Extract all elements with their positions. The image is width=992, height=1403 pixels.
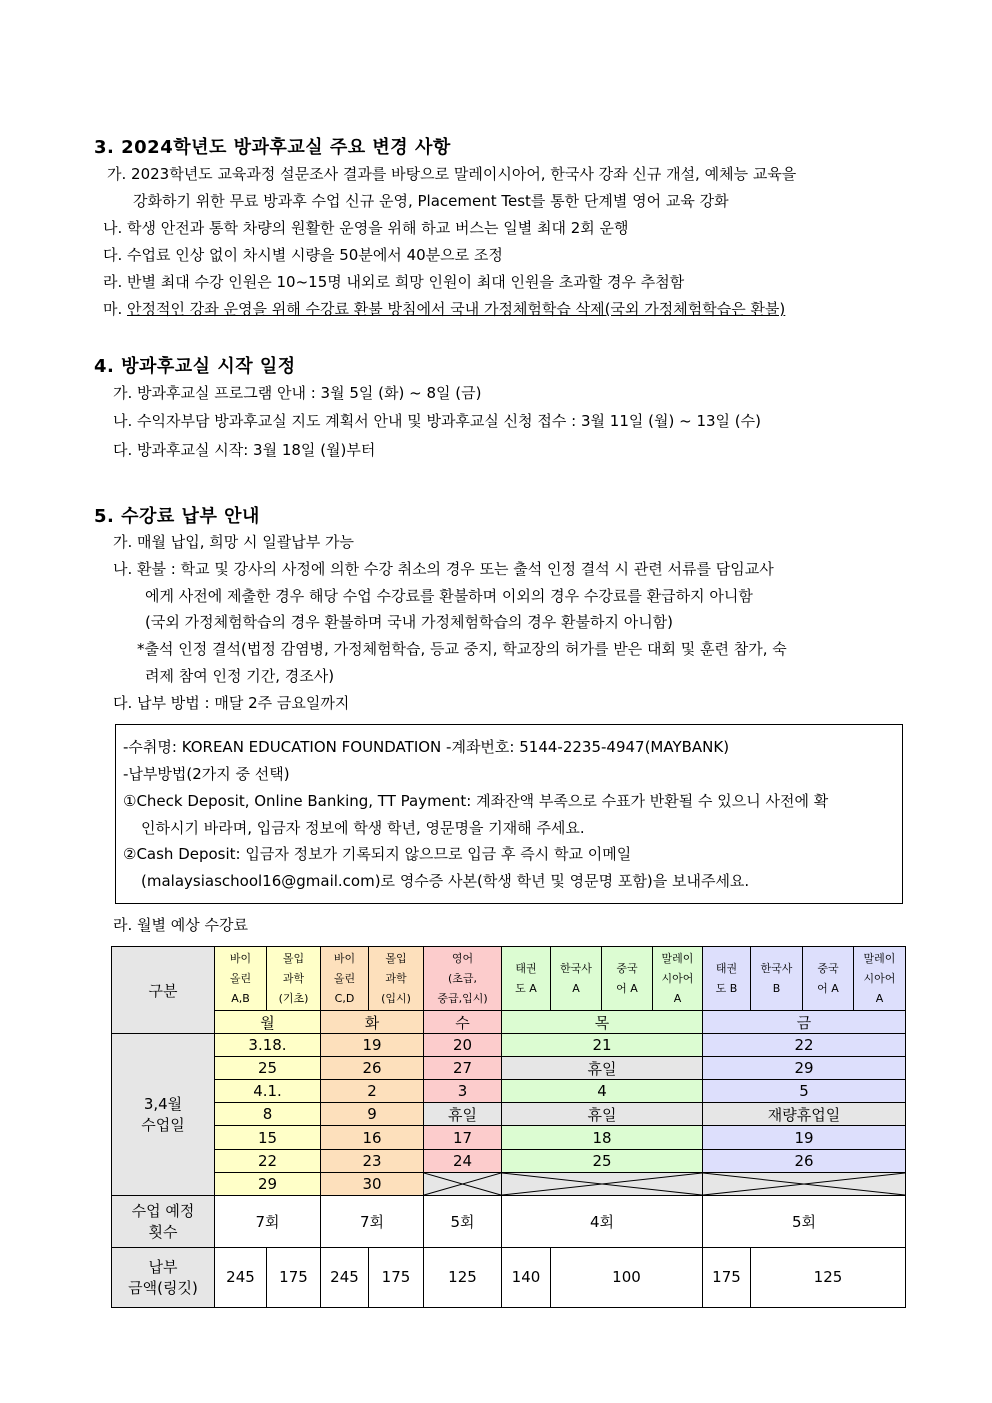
sec4-item-b: 나. 수익자부담 방과후교실 지도 계획서 안내 및 방과후교실 신청 접수 : 3월 11일 (월) ~ 13일 (수) xyxy=(113,412,761,430)
date-cell: 4.1. xyxy=(215,1080,321,1103)
date-cell: 5 xyxy=(703,1080,906,1103)
date-cell: 29 xyxy=(703,1057,906,1080)
date-cell: 2 xyxy=(321,1080,424,1103)
course-header: 한국사 B xyxy=(751,947,803,1011)
course-header: 말레이 시아어 A xyxy=(653,947,703,1011)
date-cell: 3 xyxy=(424,1080,502,1103)
sec5-item-b-line3: (국외 가정체험학습의 경우 환불하며 국내 가정체험학습의 경우 환불하지 아니함) xyxy=(145,613,674,631)
table-corner-label: 구분 xyxy=(112,947,215,1034)
class-days-label: 3,4월 수업일 xyxy=(112,1034,215,1195)
fee-cell: 245 xyxy=(215,1247,267,1307)
fee-cell: 175 xyxy=(267,1247,321,1307)
sec5-item-b-line4: *출석 인정 결석(법정 감염병, 가정체험학습, 등교 중지, 학교장의 허가를 받은 대회 및 훈련 참가, 숙 xyxy=(137,640,787,658)
sec3-item-d: 라. 반별 최대 수강 인원은 10~15명 내외로 희망 인원이 최대 인원을 초과할 경우 추첨함 xyxy=(103,273,685,291)
date-cell: 24 xyxy=(424,1149,502,1172)
sec5-item-a: 가. 매월 납입, 희망 시 일괄납부 가능 xyxy=(113,533,355,551)
lesson-count-label: 수업 예정 횟수 xyxy=(112,1195,215,1247)
fee-cell: 125 xyxy=(751,1247,906,1307)
lesson-count-cell: 7회 xyxy=(215,1195,321,1247)
date-cell: 4 xyxy=(502,1080,703,1103)
sec5-item-b-line1: 나. 환불 : 학교 및 강사의 사정에 의한 수강 취소의 경우 또는 출석 인정 결석 시 관련 서류를 담임교사 xyxy=(113,560,774,578)
date-cell: 30 xyxy=(321,1172,424,1195)
date-cell: 27 xyxy=(424,1057,502,1080)
crossed-out-cell xyxy=(424,1172,502,1195)
course-header: 몰입 과학 (기초) xyxy=(267,947,321,1011)
fee-cell: 100 xyxy=(551,1247,703,1307)
payment-recipient-account: -수취명: KOREAN EDUCATION FOUNDATION -계좌번호: 5144-2235-4947(MAYBANK) xyxy=(123,738,730,756)
course-header: 중국 어 A xyxy=(803,947,854,1011)
sec3-item-e-prefix: 마. xyxy=(103,300,128,318)
section-5-title: 5. 수강료 납부 안내 xyxy=(94,506,260,527)
sec5-item-d: 라. 월별 예상 수강료 xyxy=(113,916,248,934)
holiday-cell: 재량휴업일 xyxy=(703,1103,906,1126)
sec3-item-a-line1: 가. 2023학년도 교육과정 설문조사 결과를 바탕으로 말레이시아어, 한국사 강좌 신규 개설, 예체능 교육을 xyxy=(107,165,797,183)
sec3-item-e-underlined: 안정적인 강좌 운영을 위해 수강료 환불 방침에서 국내 가정체험학습 삭제(국외 가정체험학습은 환불) xyxy=(127,300,786,318)
course-header: 태권 도 B xyxy=(703,947,751,1011)
payment-method-2-line1: ②Cash Deposit: 입금자 정보가 기록되지 않으므로 입금 후 즉시 학교 이메일 xyxy=(123,845,632,863)
date-cell: 8 xyxy=(215,1103,321,1126)
date-cell: 18 xyxy=(502,1126,703,1149)
date-cell: 26 xyxy=(321,1057,424,1080)
date-cell: 23 xyxy=(321,1149,424,1172)
date-cell: 3.18. xyxy=(215,1034,321,1057)
fee-amount-label: 납부 금액(링깃) xyxy=(112,1247,215,1307)
section-4-title: 4. 방과후교실 시작 일정 xyxy=(94,356,296,377)
day-header: 목 xyxy=(502,1011,703,1034)
course-header: 바이 올린 A,B xyxy=(215,947,267,1011)
sec5-item-b-line2: 에게 사전에 제출한 경우 해당 수업 수강료를 환불하며 이외의 경우 수강료를 환급하지 아니함 xyxy=(145,587,753,605)
fee-cell: 245 xyxy=(321,1247,369,1307)
date-cell: 21 xyxy=(502,1034,703,1057)
sec3-item-c: 다. 수업료 인상 없이 차시별 시량을 50분에서 40분으로 조정 xyxy=(103,246,503,264)
payment-info-box xyxy=(115,724,903,904)
day-header: 화 xyxy=(321,1011,424,1034)
holiday-cell: 휴일 xyxy=(502,1057,703,1080)
course-header: 영어 (초급, 중급,입시) xyxy=(424,947,502,1011)
course-header: 한국사 A xyxy=(551,947,602,1011)
payment-method-heading: -납부방법(2가지 중 선택) xyxy=(123,765,290,783)
course-header: 몰입 과학 (입시) xyxy=(369,947,424,1011)
date-cell: 15 xyxy=(215,1126,321,1149)
course-header: 중국 어 A xyxy=(602,947,653,1011)
sec3-item-b: 나. 학생 안전과 통학 차량의 원활한 운영을 위해 하교 버스는 일별 최대 2회 운행 xyxy=(103,219,629,237)
date-cell: 19 xyxy=(703,1126,906,1149)
sec4-item-c: 다. 방과후교실 시작: 3월 18일 (월)부터 xyxy=(113,441,376,459)
date-cell: 17 xyxy=(424,1126,502,1149)
section-3-title: 3. 2024학년도 방과후교실 주요 변경 사항 xyxy=(94,137,451,158)
day-header: 수 xyxy=(424,1011,502,1034)
course-header: 태권 도 A xyxy=(502,947,551,1011)
payment-method-2-line2: (malaysiaschool16@gmail.com)로 영수증 사본(학생 학년 및 영문명 포함)을 보내주세요. xyxy=(141,872,750,890)
date-cell: 19 xyxy=(321,1034,424,1057)
date-cell: 20 xyxy=(424,1034,502,1057)
fee-cell: 175 xyxy=(369,1247,424,1307)
fee-cell: 125 xyxy=(424,1247,502,1307)
fee-cell: 175 xyxy=(703,1247,751,1307)
date-cell: 22 xyxy=(215,1149,321,1172)
date-cell: 29 xyxy=(215,1172,321,1195)
monthly-fee-table xyxy=(111,946,906,1308)
day-header: 월 xyxy=(215,1011,321,1034)
course-header: 말레이 시아어 A xyxy=(854,947,906,1011)
crossed-out-cell xyxy=(703,1172,906,1195)
sec4-item-a: 가. 방과후교실 프로그램 안내 : 3월 5일 (화) ~ 8일 (금) xyxy=(113,384,482,402)
date-cell: 9 xyxy=(321,1103,424,1126)
lesson-count-cell: 5회 xyxy=(424,1195,502,1247)
sec3-item-e xyxy=(103,299,785,319)
payment-method-1-line1: ①Check Deposit, Online Banking, TT Payment: 계좌잔액 부족으로 수표가 반환될 수 있으니 사전에 확 xyxy=(123,792,829,810)
day-header: 금 xyxy=(703,1011,906,1034)
date-cell: 26 xyxy=(703,1149,906,1172)
date-cell: 25 xyxy=(215,1057,321,1080)
date-cell: 25 xyxy=(502,1149,703,1172)
sec3-item-a-line2: 강화하기 위한 무료 방과후 수업 신규 운영, Placement Test를 통한 단계별 영어 교육 강화 xyxy=(133,192,729,210)
holiday-cell: 휴일 xyxy=(502,1103,703,1126)
payment-method-1-line2: 인하시기 바라며, 입금자 정보에 학생 학년, 영문명을 기재해 주세요. xyxy=(141,819,585,837)
date-cell: 16 xyxy=(321,1126,424,1149)
lesson-count-cell: 5회 xyxy=(703,1195,906,1247)
fee-cell: 140 xyxy=(502,1247,551,1307)
lesson-count-cell: 4회 xyxy=(502,1195,703,1247)
sec5-item-c: 다. 납부 방법 : 매달 2주 금요일까지 xyxy=(113,694,350,712)
course-header: 바이 올린 C,D xyxy=(321,947,369,1011)
crossed-out-cell xyxy=(502,1172,703,1195)
date-cell: 22 xyxy=(703,1034,906,1057)
sec5-item-b-line5: 려제 참여 인정 기간, 경조사) xyxy=(145,667,335,685)
lesson-count-cell: 7회 xyxy=(321,1195,424,1247)
holiday-cell: 휴일 xyxy=(424,1103,502,1126)
